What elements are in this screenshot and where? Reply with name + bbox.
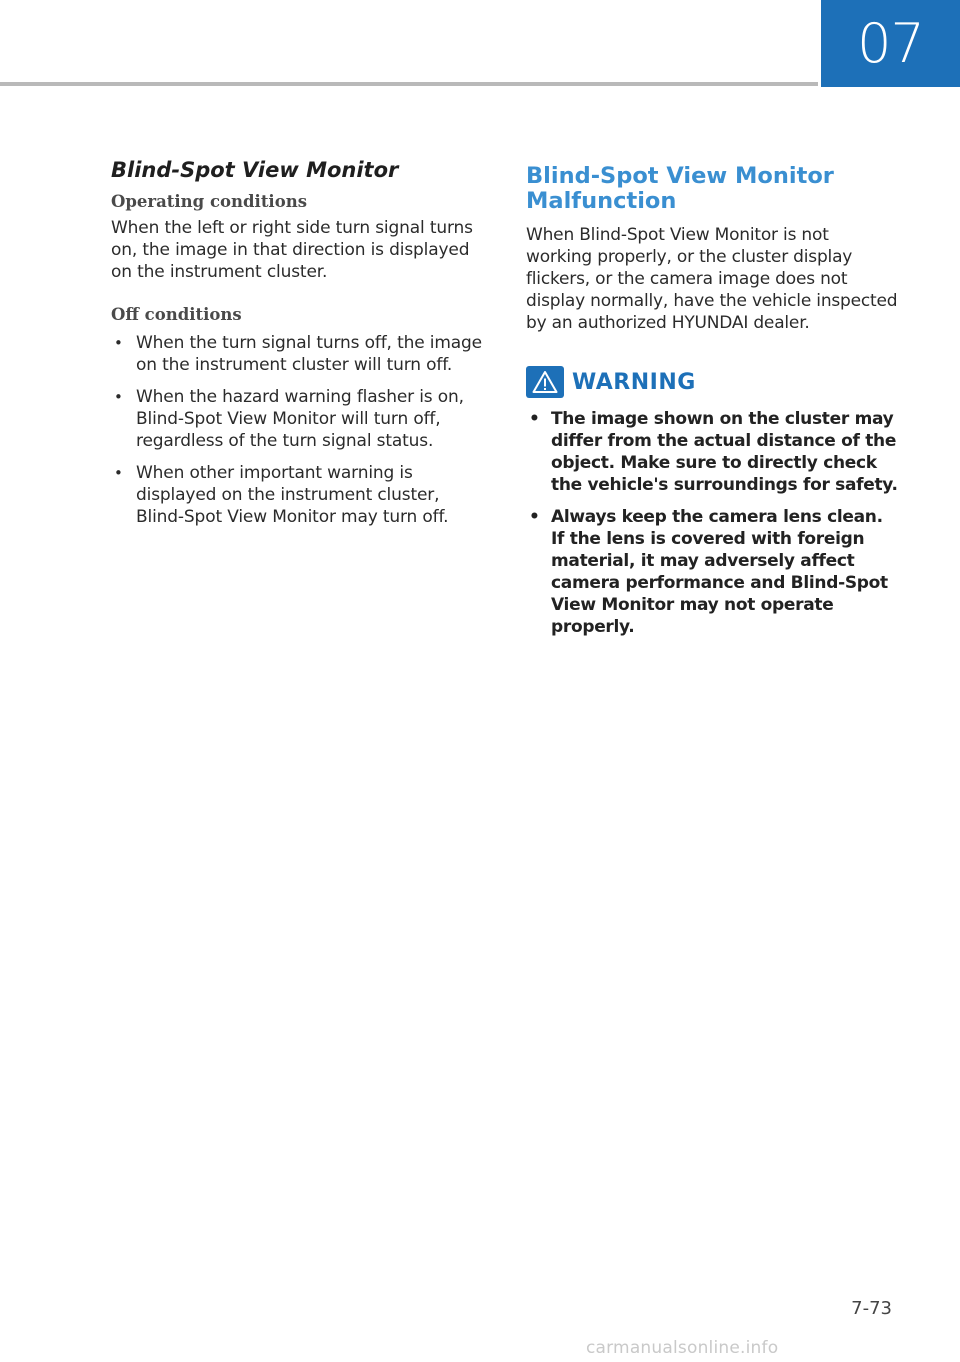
off-conditions-heading: Off conditions [111, 305, 242, 324]
warning-header [526, 366, 898, 398]
malfunction-title: Blind-Spot View Monitor Malfunction [526, 163, 834, 214]
malfunction-text: When Blind-Spot View Monitor is not working properly, or the cluster display flickers, or the camera image does not display normally, have the vehicle inspected by an authorized HYUNDAI dealer. [526, 225, 898, 333]
chapter-number: 07 [857, 12, 924, 75]
page-number: 7-73 [851, 1298, 892, 1319]
list-item: • When other important warning is displayed on the instrument cluster, Blind-Spot View Monitor may turn off. [111, 462, 483, 528]
warning-triangle-icon [526, 366, 564, 398]
header-rule [0, 82, 818, 86]
watermark: carmanualsonline.info [586, 1338, 779, 1358]
list-item: • When the hazard warning flasher is on, Blind-Spot View Monitor will turn off, regardless of the turn signal status. [111, 386, 483, 452]
operating-conditions-text: When the left or right side turn signal turns on, the image in that direction is displayed on the instrument cluster. [111, 218, 473, 282]
list-item: • Always keep the camera lens clean. If the lens is covered with foreign material, it may adversely affect camera performance and Blind-Spot View Monitor may not operate properly. [526, 506, 898, 638]
left-column [111, 158, 483, 538]
warning-label: WARNING [572, 369, 696, 395]
right-column [526, 158, 898, 648]
list-item: • When the turn signal turns off, the image on the instrument cluster will turn off. [111, 332, 483, 376]
operating-conditions-heading: Operating conditions [111, 192, 307, 211]
list-item: • The image shown on the cluster may differ from the actual distance of the object. Make sure to directly check the vehicle's surroundings for safety. [526, 408, 898, 496]
off-conditions-list [111, 332, 483, 528]
chapter-tab [821, 0, 960, 87]
warning-list [526, 408, 898, 638]
section-title: Blind-Spot View Monitor [111, 158, 399, 182]
